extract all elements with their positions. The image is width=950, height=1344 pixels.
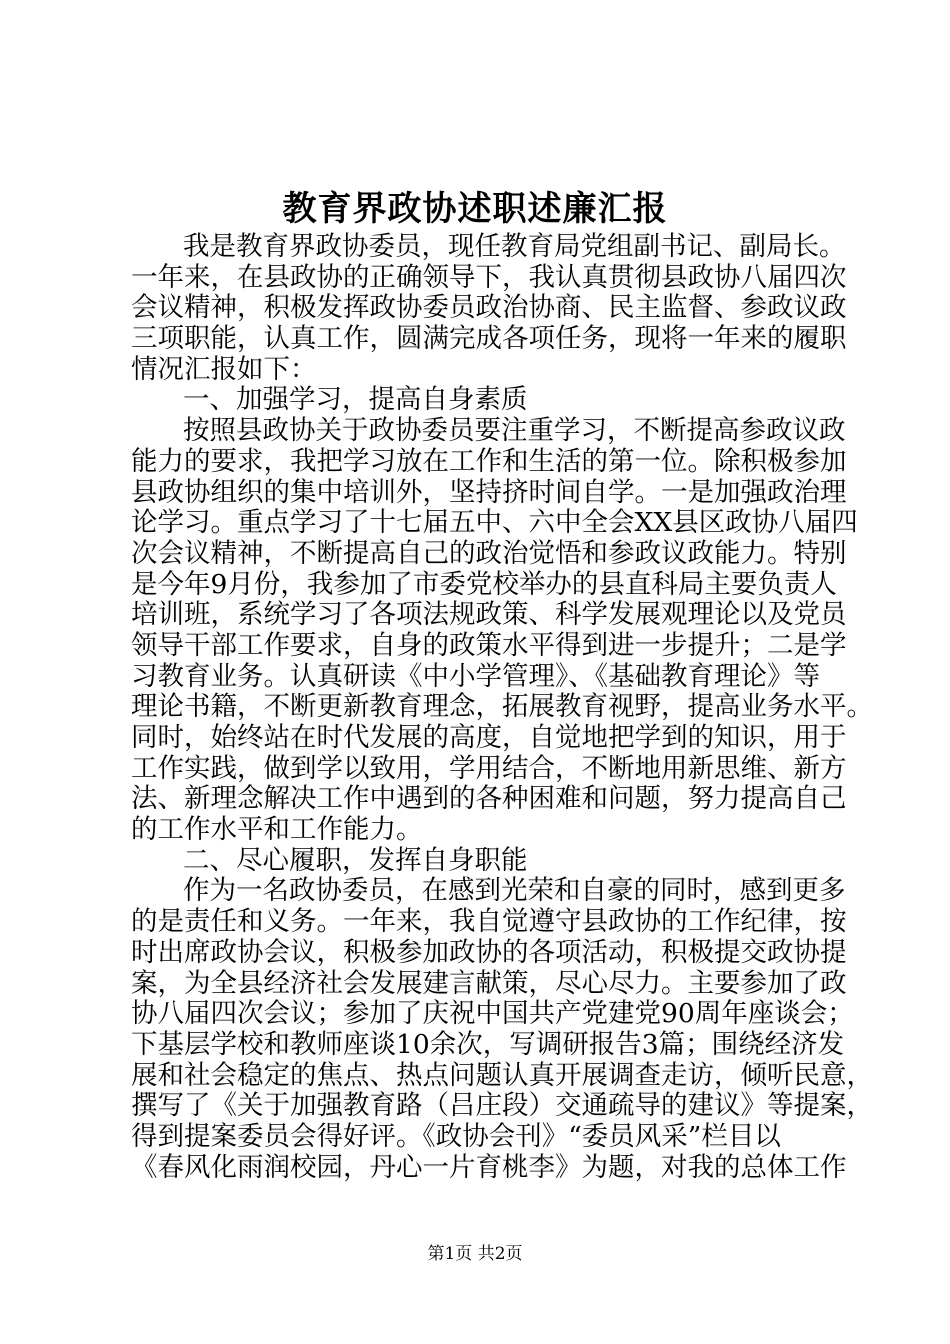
paragraph-line: 是今年9月份，我参加了市委党校举办的县直科局主要负责人 bbox=[131, 568, 837, 600]
paragraph-line: 一年来，在县政协的正确领导下，我认真贯彻县政协八届四次 bbox=[131, 261, 847, 293]
paragraph-line: 论学习。重点学习了十七届五中、六中全会XX县区政协八届四 bbox=[131, 507, 858, 539]
document-body bbox=[131, 231, 873, 1183]
paragraph-line: 《春风化雨润校园，丹心一片育桃李》为题，对我的总体工作 bbox=[131, 1151, 847, 1183]
paragraph-line: 能力的要求，我把学习放在工作和生活的第一位。除积极参加 bbox=[131, 445, 847, 477]
paragraph-line: 按照县政协关于政协委员要注重学习，不断提高参政议政 bbox=[183, 415, 846, 447]
paragraph-line: 领导干部工作要求，自身的政策水平得到进一步提升；二是学 bbox=[131, 629, 847, 661]
paragraph-line: 的是责任和义务。一年来，我自觉遵守县政协的工作纪律，按 bbox=[131, 906, 847, 938]
paragraph-line: 时出席政协会议，积极参加政协的各项活动，积极提交政协提 bbox=[131, 936, 847, 968]
section-heading-1: 一、加强学习，提高自身素质 bbox=[183, 384, 528, 416]
paragraph-line: 作为一名政协委员，在感到光荣和自豪的同时，感到更多 bbox=[183, 875, 846, 907]
paragraph-line: 同时，始终站在时代发展的高度，自觉地把学到的知识，用于 bbox=[131, 722, 847, 753]
paragraph-line: 三项职能，认真工作，圆满完成各项任务，现将一年来的履职 bbox=[131, 323, 847, 355]
section-heading-2: 二、尽心履职，发挥自身职能 bbox=[183, 844, 528, 876]
paragraph-line: 案，为全县经济社会发展建言献策，尽心尽力。主要参加了政 bbox=[131, 967, 847, 999]
paragraph-line: 县政协组织的集中培训外，坚持挤时间自学。一是加强政治理 bbox=[131, 476, 847, 508]
paragraph-line: 法、新理念解决工作中遇到的各种困难和问题，努力提高自己 bbox=[131, 783, 847, 815]
paragraph-line: 习教育业务。认真研读《中小学管理》、《基础教育理论》等 bbox=[131, 660, 820, 692]
paragraph-line: 次会议精神，不断提高自己的政治觉悟和参政议政能力。特别 bbox=[131, 537, 847, 569]
paragraph-line: 培训班，系统学习了各项法规政策、科学发展观理论以及党员 bbox=[131, 599, 847, 631]
paragraph-line: 理论书籍，不断更新教育理念，拓展教育视野，提高业务水平。 bbox=[131, 691, 873, 723]
paragraph-line: 得到提案委员会得好评。《政协会刊》“委员风采”栏目以 bbox=[131, 1120, 781, 1152]
paragraph-line: 下基层学校和教师座谈10余次，写调研报告3篇；围绕经济发 bbox=[131, 1028, 845, 1060]
paragraph-line: 展和社会稳定的焦点、热点问题认真开展调查走访，倾听民意， bbox=[131, 1059, 873, 1091]
paragraph-line: 的工作水平和工作能力。 bbox=[131, 814, 423, 846]
document-title: 教育界政协述职述廉汇报 bbox=[282, 189, 668, 229]
paragraph-line: 情况汇报如下： bbox=[131, 353, 317, 385]
paragraph-line: 协八届四次会议；参加了庆祝中国共产党建党90周年座谈会； bbox=[131, 998, 854, 1030]
page-number-footer: 第1页 共2页 bbox=[427, 1244, 523, 1264]
paragraph-line: 我是教育界政协委员，现任教育局党组副书记、副局长。 bbox=[183, 231, 846, 262]
paragraph-line: 撰写了《关于加强教育路（吕庄段）交通疏导的建议》等提案， bbox=[131, 1090, 873, 1122]
paragraph-line: 工作实践，做到学以致用，学用结合，不断地用新思维、新方 bbox=[131, 752, 847, 784]
paragraph-line: 会议精神，积极发挥政协委员政治协商、民主监督、参政议政 bbox=[131, 292, 847, 324]
